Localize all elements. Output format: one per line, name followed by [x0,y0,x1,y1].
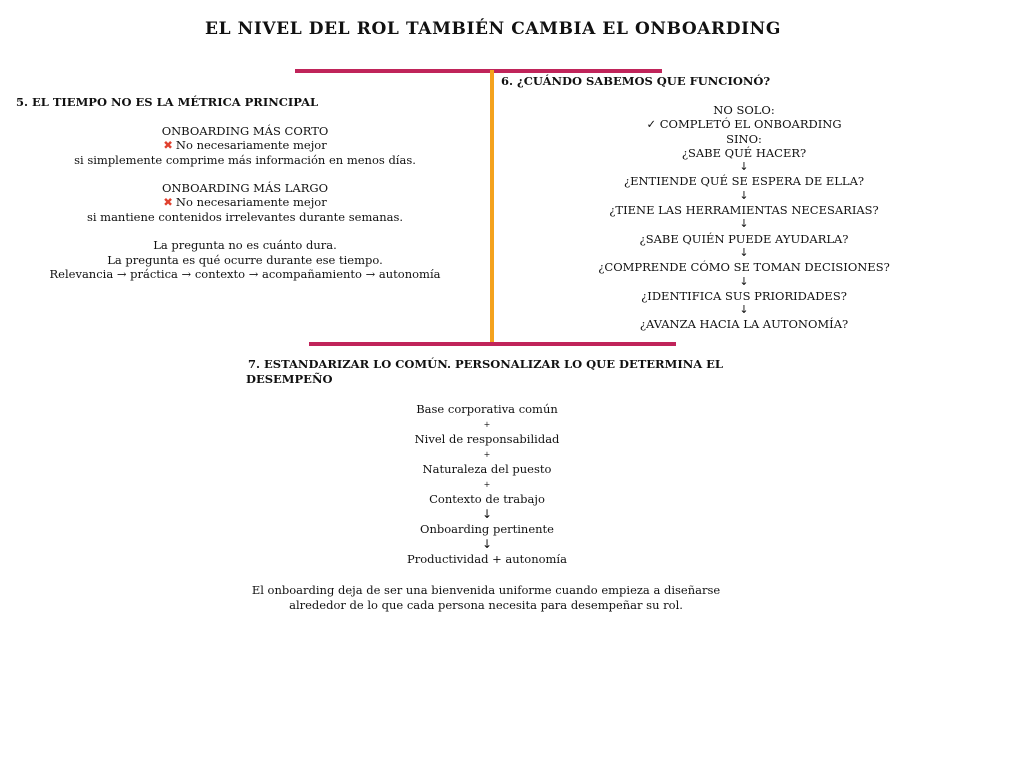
short-onboarding-label: ONBOARDING MÁS CORTO [161,124,329,138]
check-item: ¿ENTIENDE QUÉ SE ESPERA DE ELLA? [623,174,865,189]
page-title: EL NIVEL DEL ROL TAMBIÉN CAMBIA EL ONBOARDING [205,19,781,39]
down-arrow-icon: ↓ [739,274,749,288]
short-verdict-text: No necesariamente mejor [175,138,327,153]
flow-outcome: Productividad + autonomía [407,552,567,566]
check-item: ¿COMPRENDE CÓMO SE TOMAN DECISIONES? [598,260,890,275]
long-onboarding-detail: si mantiene contenidos irrelevantes durante semanas. [86,209,404,224]
check-item: ¿SABE QUIÉN PUEDE AYUDARLA? [639,231,849,246]
closing-line-2: alrededor de lo que cada persona necesita para desempeñar su rol. [289,597,683,612]
section6-heading: 6. ¿CUÁNDO SABEMOS QUE FUNCIONÓ? [501,74,771,88]
question-line-1: La pregunta no es cuánto dura. [153,238,337,253]
down-arrow-icon: ↓ [481,507,493,521]
short-onboarding-detail: si simplemente comprime más información en menos días. [74,152,416,167]
flow-input: Nivel de responsabilidad [414,432,560,446]
flow-input: Contexto de trabajo [429,492,545,506]
plus-sign: + [483,420,491,429]
top-accent-bar [295,69,662,73]
long-onboarding-verdict [40,195,450,209]
long-verdict-text: No necesariamente mejor [175,195,327,210]
section7-heading-line1: 7. ESTANDARIZAR LO COMÚN. PERSONALIZAR LO QUE DETERMINA EL [248,357,723,371]
flow-input: Base corporativa común [416,402,558,416]
plus-sign: + [483,480,491,489]
flow-input: Naturaleza del puesto [422,462,552,476]
down-arrow-icon: ↓ [739,160,749,174]
closing-line-1: El onboarding deja de ser una bienvenida uniforme cuando empieza a diseñarse [251,583,721,597]
question-line-2: La pregunta es qué ocurre durante ese tiempo. [107,252,383,267]
check-item: ¿IDENTIFICA SUS PRIORIDADES? [641,288,847,303]
check-item: ¿TIENE LAS HERRAMIENTAS NECESARIAS? [609,203,879,218]
sequence-line: Relevancia → práctica → contexto → acompañamiento → autonomía [49,266,441,281]
completed-line: ✓ COMPLETÓ EL ONBOARDING [646,117,842,132]
down-arrow-icon: ↓ [481,537,493,551]
not-only-label: NO SOLO: [713,103,775,117]
section7-heading-line2: DESEMPEÑO [246,372,333,386]
check-item: ¿AVANZA HACIA LA AUTONOMÍA? [639,317,849,332]
section5-heading: 5. EL TIEMPO NO ES LA MÉTRICA PRINCIPAL [16,95,319,109]
section7-flow [337,402,637,567]
long-onboarding-label: ONBOARDING MÁS LARGO [161,181,329,196]
cross-mark-icon: ✖ [163,195,173,210]
closing-statement [236,583,736,612]
check-item: ¿SABE QUÉ HACER? [681,145,807,160]
section5-body [40,124,450,281]
down-arrow-icon: ↓ [739,188,749,202]
cross-mark-icon: ✖ [163,138,173,153]
section6-body [574,103,914,332]
down-arrow-icon: ↓ [739,303,749,317]
short-onboarding-verdict [40,138,450,152]
down-arrow-icon: ↓ [739,217,749,231]
down-arrow-icon: ↓ [739,245,749,259]
section7-heading [246,357,723,387]
flow-result: Onboarding pertinente [420,522,554,536]
vertical-divider [490,70,494,345]
but-label: SINO: [726,131,762,146]
bottom-accent-bar [309,342,676,346]
plus-sign: + [483,450,491,459]
